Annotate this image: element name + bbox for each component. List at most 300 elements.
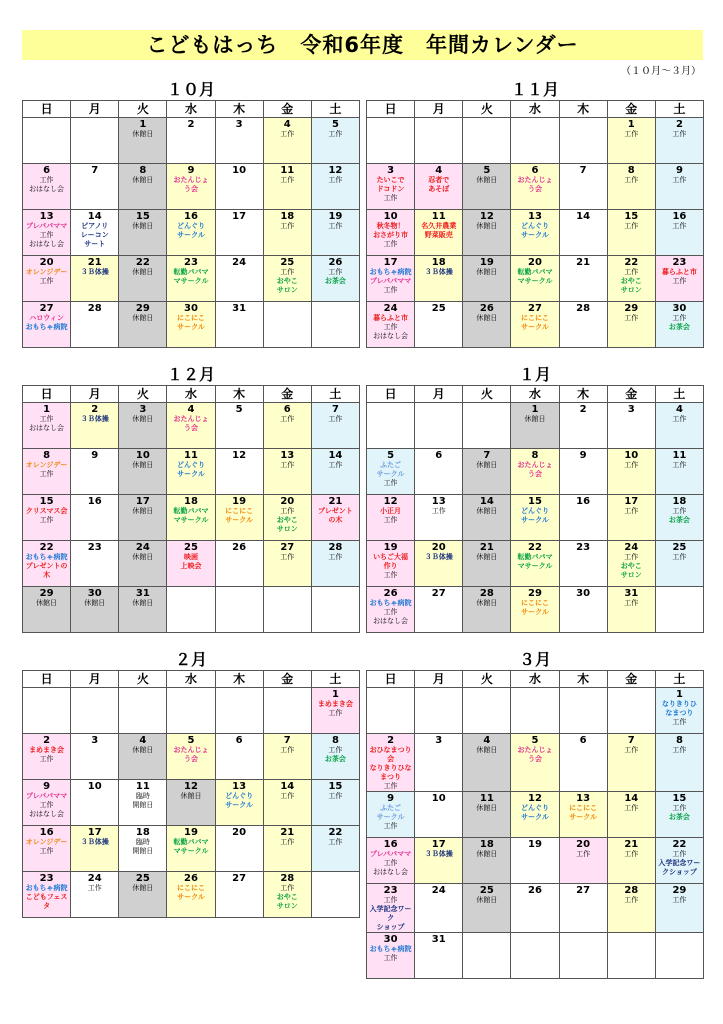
event-text: 映画: [183, 553, 198, 561]
event-text: 工作: [39, 415, 54, 423]
day-cell: [23, 256, 71, 302]
day-cell: [71, 210, 119, 256]
day-cell: [367, 884, 415, 933]
day-cell: [311, 734, 359, 780]
event-text: にこにこ: [569, 804, 598, 812]
weekday-header: 日: [367, 101, 415, 118]
event-text: 入学記念ワーク: [369, 905, 412, 922]
day-cell: [263, 872, 311, 918]
event-text: 工作: [328, 176, 343, 184]
day-number: 21: [624, 839, 639, 850]
day-number: 22: [328, 827, 343, 838]
event-text: おたんじょ: [173, 746, 209, 754]
event-text: 休館日: [476, 222, 498, 230]
calendar-grid: [366, 670, 704, 979]
event-text: 工作: [672, 804, 687, 812]
day-number: 9: [43, 781, 51, 792]
event-text: お茶会: [324, 277, 346, 285]
week-row: [367, 256, 704, 302]
day-cell: [367, 164, 415, 210]
event-text: 工作: [672, 176, 687, 184]
day-number: 7: [483, 450, 491, 461]
day-number: 17: [232, 211, 247, 222]
empty-day-cell: [655, 933, 703, 979]
event-text: 工作: [624, 553, 639, 561]
event-text: 臨時: [135, 838, 150, 846]
day-number: 28: [576, 303, 591, 314]
day-cell: [655, 688, 703, 734]
event-text: 工作: [672, 461, 687, 469]
empty-day-cell: [71, 118, 119, 164]
day-cell: [607, 884, 655, 933]
weekday-header: 水: [167, 386, 215, 403]
day-number: 27: [528, 303, 542, 314]
day-number: 14: [624, 793, 639, 804]
event-text: お茶会: [668, 813, 690, 821]
month-title: １１月: [510, 80, 559, 99]
event-text: 工作: [280, 461, 295, 469]
event-text: 休館日: [476, 268, 498, 276]
day-cell: [559, 495, 607, 541]
day-number: 17: [624, 496, 639, 507]
weekday-header: 木: [559, 671, 607, 688]
event-text: ３Ｂ体操: [424, 850, 453, 858]
day-cell: [559, 302, 607, 348]
day-number: 20: [232, 827, 247, 838]
day-cell: [559, 792, 607, 838]
empty-day-cell: [367, 118, 415, 164]
day-cell: [215, 495, 263, 541]
day-number: 22: [135, 257, 150, 268]
day-number: 20: [576, 839, 591, 850]
event-text: 休館日: [476, 314, 498, 322]
day-cell: [71, 164, 119, 210]
event-text: あそぼ: [428, 185, 450, 193]
day-number: 1: [139, 119, 147, 130]
event-text: 工作: [39, 176, 54, 184]
event-text: 休館日: [132, 176, 154, 184]
event-text: いちご大福: [373, 553, 409, 561]
day-number: 27: [576, 885, 591, 896]
day-cell: [559, 838, 607, 884]
event-text: う会: [183, 185, 198, 193]
event-text: サークル: [177, 893, 205, 901]
empty-day-cell: [559, 118, 607, 164]
day-number: 16: [383, 839, 398, 850]
day-cell: [655, 884, 703, 933]
day-cell: [119, 780, 167, 826]
day-number: 3: [435, 735, 443, 746]
event-text: おやこ: [276, 277, 298, 285]
event-text: 休館日: [132, 222, 154, 230]
event-text: どんぐり: [520, 804, 549, 812]
day-number: 22: [624, 257, 639, 268]
day-cell: [167, 734, 215, 780]
empty-day-cell: [215, 587, 263, 633]
day-number: 11: [280, 165, 295, 176]
day-cell: [119, 210, 167, 256]
event-text: う会: [183, 424, 198, 432]
event-text: 開館日: [132, 801, 154, 809]
day-number: 2: [579, 404, 587, 415]
day-cell: [311, 118, 359, 164]
event-text: 工作: [383, 859, 398, 867]
day-cell: [71, 403, 119, 449]
event-text: クリスマス会: [25, 507, 68, 515]
event-text: クショップ: [661, 868, 697, 876]
event-text: 休館日: [132, 884, 154, 892]
day-number: 13: [431, 496, 446, 507]
day-number: 10: [232, 165, 247, 176]
day-cell: [463, 884, 511, 933]
day-number: 23: [576, 542, 591, 553]
event-text: 工作: [328, 268, 343, 276]
day-cell: [655, 164, 703, 210]
day-number: 21: [280, 827, 295, 838]
event-text: 休館日: [132, 268, 154, 276]
week-row: [367, 688, 704, 734]
day-cell: [559, 449, 607, 495]
day-cell: [415, 838, 463, 884]
day-number: 5: [235, 404, 243, 415]
day-number: 24: [431, 885, 446, 896]
day-number: 28: [280, 873, 295, 884]
day-cell: [511, 495, 559, 541]
day-number: 4: [283, 119, 291, 130]
day-cell: [607, 302, 655, 348]
empty-day-cell: [23, 118, 71, 164]
empty-day-cell: [511, 118, 559, 164]
day-number: 28: [328, 542, 343, 553]
week-row: [367, 118, 704, 164]
weekday-header-row: [23, 101, 360, 118]
event-text: 工作: [383, 954, 398, 962]
day-cell: [415, 792, 463, 838]
event-text: 休館日: [132, 461, 154, 469]
empty-day-cell: [311, 587, 359, 633]
day-cell: [167, 495, 215, 541]
day-cell: [119, 449, 167, 495]
month-title: １月: [518, 365, 551, 384]
day-number: 4: [139, 735, 147, 746]
day-number: 14: [87, 211, 102, 222]
event-text: おやこ: [620, 562, 642, 570]
event-text: 休館日: [84, 599, 106, 607]
day-number: 2: [187, 119, 195, 130]
event-text: ショップ: [376, 923, 405, 931]
day-number: 24: [87, 873, 102, 884]
empty-day-cell: [367, 688, 415, 734]
day-cell: [167, 118, 215, 164]
event-text: 休館日: [476, 746, 498, 754]
day-number: 18: [280, 211, 295, 222]
weekday-header: 木: [215, 101, 263, 118]
day-number: 26: [479, 303, 494, 314]
event-text: 工作: [39, 847, 54, 855]
day-cell: [167, 780, 215, 826]
day-number: 6: [235, 735, 243, 746]
event-text: お茶会: [668, 323, 690, 331]
day-number: 20: [39, 257, 54, 268]
empty-day-cell: [511, 933, 559, 979]
day-cell: [655, 118, 703, 164]
event-text: 転勤パパマ: [173, 268, 209, 276]
day-number: 15: [328, 781, 343, 792]
day-number: 21: [576, 257, 591, 268]
event-text: 工作: [431, 507, 446, 515]
event-text: おたんじょ: [517, 176, 553, 184]
event-text: おはなし会: [29, 240, 65, 248]
day-cell: [23, 587, 71, 633]
event-text: 工作: [672, 746, 687, 754]
day-cell: [463, 302, 511, 348]
event-text: おさがり市: [373, 231, 409, 239]
weekday-header-row: [367, 386, 704, 403]
day-cell: [215, 403, 263, 449]
day-number: 3: [91, 735, 99, 746]
weekday-header: 火: [463, 386, 511, 403]
day-number: 21: [479, 542, 494, 553]
day-number: 16: [39, 827, 54, 838]
event-text: サロン: [620, 286, 642, 294]
day-cell: [655, 210, 703, 256]
day-number: 1: [331, 689, 339, 700]
day-number: 14: [576, 211, 591, 222]
event-text: う会: [527, 470, 542, 478]
event-text: 秋冬物！: [376, 222, 405, 230]
event-text: ３Ｂ体操: [424, 268, 453, 276]
event-text: どんぐり: [520, 507, 549, 515]
day-number: 12: [383, 496, 398, 507]
weekday-header: 火: [463, 101, 511, 118]
day-number: 25: [479, 885, 494, 896]
day-number: 23: [39, 873, 54, 884]
day-number: 5: [483, 165, 491, 176]
day-number: 19: [328, 211, 343, 222]
event-text: おやこ: [276, 516, 298, 524]
event-text: 工作: [280, 553, 295, 561]
day-number: 10: [383, 211, 398, 222]
day-cell: [215, 780, 263, 826]
day-cell: [215, 302, 263, 348]
event-text: 工作: [672, 277, 687, 285]
event-text: 工作: [383, 240, 398, 248]
event-text: どんぐり: [176, 222, 205, 230]
day-cell: [367, 302, 415, 348]
event-text: 工作: [280, 415, 295, 423]
day-number: 22: [528, 542, 542, 553]
event-text: まめまき会: [317, 700, 353, 708]
day-cell: [23, 780, 71, 826]
event-text: 休館日: [132, 314, 154, 322]
event-text: 休館日: [132, 507, 154, 515]
event-text: サロン: [620, 571, 642, 579]
day-number: 8: [531, 450, 539, 461]
day-cell: [23, 826, 71, 872]
event-text: 工作: [280, 130, 295, 138]
event-text: 工作: [672, 130, 687, 138]
day-cell: [511, 884, 559, 933]
event-text: サークル: [177, 323, 205, 331]
day-number: 3: [139, 404, 147, 415]
event-text: 工作: [328, 838, 343, 846]
day-number: 15: [672, 793, 687, 804]
event-text: おもちゃ病院: [25, 323, 68, 331]
event-text: 休館日: [476, 850, 498, 858]
empty-day-cell: [215, 688, 263, 734]
day-cell: [311, 541, 359, 587]
day-cell: [511, 210, 559, 256]
day-number: 5: [331, 119, 339, 130]
event-text: う会: [527, 755, 542, 763]
event-text: 入学記念ワー: [658, 859, 701, 867]
day-cell: [511, 164, 559, 210]
day-number: 12: [232, 450, 247, 461]
day-number: 9: [187, 165, 195, 176]
day-number: 8: [43, 450, 51, 461]
day-number: 4: [675, 404, 683, 415]
event-text: 工作: [280, 746, 295, 754]
day-number: 9: [579, 450, 587, 461]
day-cell: [71, 449, 119, 495]
weekday-header: 木: [215, 671, 263, 688]
event-text: マサークル: [173, 847, 209, 855]
event-text: プレパパママ: [25, 222, 68, 230]
day-cell: [167, 449, 215, 495]
event-text: 休館日: [132, 599, 154, 607]
event-text: 休館日: [132, 553, 154, 561]
week-row: [367, 449, 704, 495]
day-cell: [167, 210, 215, 256]
event-text: 工作: [328, 553, 343, 561]
day-cell: [511, 587, 559, 633]
day-cell: [23, 872, 71, 918]
day-cell: [559, 403, 607, 449]
day-number: 22: [672, 839, 687, 850]
week-row: [367, 792, 704, 838]
day-number: 14: [479, 496, 494, 507]
day-cell: [311, 256, 359, 302]
week-row: [23, 587, 360, 633]
event-text: 休館日: [132, 746, 154, 754]
event-text: 工作: [672, 314, 687, 322]
month-title: １２月: [166, 365, 215, 384]
day-cell: [415, 933, 463, 979]
event-text: 工作: [383, 782, 398, 790]
event-text: ３Ｂ体操: [80, 415, 109, 423]
event-text: の木: [328, 516, 343, 524]
event-text: 小正月: [380, 507, 402, 515]
day-cell: [311, 210, 359, 256]
empty-day-cell: [263, 587, 311, 633]
day-cell: [23, 403, 71, 449]
day-cell: [415, 449, 463, 495]
day-cell: [559, 734, 607, 792]
day-cell: [119, 587, 167, 633]
day-number: 14: [328, 450, 343, 461]
day-cell: [559, 210, 607, 256]
event-text: 工作: [624, 314, 639, 322]
week-row: [367, 933, 704, 979]
day-number: 11: [184, 450, 198, 461]
day-cell: [263, 403, 311, 449]
event-text: 休館日: [476, 461, 498, 469]
day-cell: [119, 164, 167, 210]
weekday-header: 水: [511, 671, 559, 688]
event-text: ピアノリ: [81, 222, 109, 230]
day-number: 19: [383, 542, 398, 553]
event-text: 工作: [39, 470, 54, 478]
day-number: 7: [283, 735, 291, 746]
event-text: お茶会: [324, 755, 346, 763]
day-cell: [167, 826, 215, 872]
day-cell: [607, 734, 655, 792]
day-number: 2: [675, 119, 683, 130]
empty-day-cell: [559, 688, 607, 734]
day-number: 23: [672, 257, 687, 268]
event-text: レーコン: [80, 231, 109, 239]
day-cell: [415, 164, 463, 210]
day-cell: [167, 302, 215, 348]
day-number: 2: [91, 404, 99, 415]
day-cell: [463, 256, 511, 302]
day-number: 5: [187, 735, 195, 746]
month-january: [366, 365, 704, 633]
day-cell: [367, 495, 415, 541]
event-text: 工作: [672, 553, 687, 561]
weekday-header: 水: [511, 101, 559, 118]
day-number: 26: [328, 257, 343, 268]
day-cell: [655, 792, 703, 838]
day-cell: [215, 734, 263, 780]
day-number: 28: [479, 588, 494, 599]
day-number: 15: [135, 211, 150, 222]
day-number: 30: [576, 588, 591, 599]
day-cell: [607, 792, 655, 838]
event-text: 野菜販売: [424, 231, 453, 239]
day-cell: [167, 164, 215, 210]
week-row: [23, 872, 360, 918]
event-text: 工作: [672, 850, 687, 858]
day-cell: [263, 449, 311, 495]
event-text: 工作: [624, 850, 639, 858]
event-text: 工作: [624, 507, 639, 515]
day-cell: [23, 210, 71, 256]
week-row: [23, 826, 360, 872]
event-text: おはなし会: [373, 617, 409, 625]
empty-day-cell: [367, 403, 415, 449]
event-text: 工作: [383, 571, 398, 579]
month-november: [366, 80, 704, 348]
day-cell: [311, 449, 359, 495]
event-text: サロン: [276, 902, 298, 910]
event-text: サークル: [521, 608, 549, 616]
day-number: 24: [624, 542, 639, 553]
day-cell: [607, 118, 655, 164]
day-cell: [215, 541, 263, 587]
day-number: 29: [135, 303, 150, 314]
day-cell: [607, 210, 655, 256]
day-cell: [263, 780, 311, 826]
day-cell: [263, 210, 311, 256]
day-number: 20: [280, 496, 295, 507]
week-row: [23, 449, 360, 495]
day-number: 31: [624, 588, 639, 599]
weekday-header: 金: [263, 101, 311, 118]
week-row: [23, 256, 360, 302]
weekday-header: 月: [415, 386, 463, 403]
empty-day-cell: [263, 688, 311, 734]
